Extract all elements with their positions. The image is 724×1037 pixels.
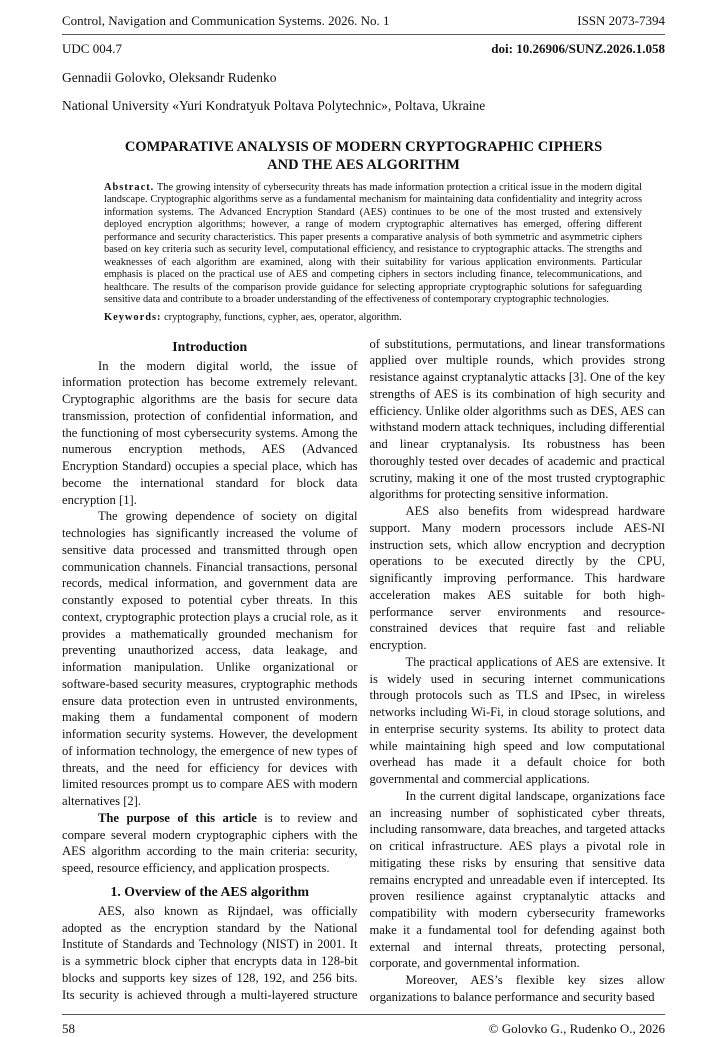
abstract-text: The growing intensity of cybersecurity threats has made information protection a critical issue in the modern digital landscape. Cryptographic algorithms serve as a fundamental mechanism for maintaining data confidentiality and integrity across information systems. The Advanced Encryption Standard (AES) continues to be one of the most trusted and extensively deployed encryption algorithms; however, a range of modern cryptographic alternatives has emerged, offering different performance and security characteristics. This paper presents a comparative analysis of both symmetric and asymmetric ciphers based on key criteria such as security level, computational efficiency, and resistance to cryptographic attacks. The strengths and weaknesses of each algorithm are examined, along with their suitability for various application environments. Particular emphasis is placed on the practical use of AES and competing ciphers in sectors including finance, telecommunications, and healthcare. The results of the comparison provide guidance for selecting appropriate cryptographic solutions for safeguarding sensitive data and contribute to a broader understanding of the effectiveness of contemporary cryptographic technologies.	[104, 182, 642, 306]
abstract-label: Abstract.	[104, 182, 155, 193]
authors: Gennadii Golovko, Oleksandr Rudenko	[62, 70, 277, 85]
abstract	[104, 182, 642, 307]
running-header	[62, 13, 665, 29]
paragraph: In the modern digital world, the issue of information protection has become extremely relevant. Cryptographic algorithms are the basis for secure data transmission, protection of confidential information, and the functioning of most cybersecurity systems. Among the numerous encryption methods, AES (Advanced Encryption Standard) occupies a special place, which has become the international standard for block data encryption [1].	[62, 358, 358, 507]
page-footer	[62, 1021, 665, 1037]
article-meta	[62, 41, 665, 57]
paper-title	[62, 138, 665, 174]
section-1-heading: 1. Overview of the AES algorithm	[110, 883, 309, 899]
paragraph: AES, also known as Rijndael, was officially adopted as the encryption standard by the National Institute of Standards and Technology (NIST) in 2001. It is a symmetric block cipher that encrypts data in 128-bit blocks and supports key sizes of 128, 192, and 256 bits. Its security is achieved through a multi-layered structure of substitutions, permutations, and linear transformations applied over multiple rounds, which provides strong resistance against cryptanalytic attacks [3]. One of the key strengths of AES is its combination of high security and efficiency. Unlike older algorithms such as DES, AES can withstand modern attack techniques, including differential and linear cryptanalysis. Its robustness has been thoroughly tested over decades of academic and practical scrutiny, making it one of the most trusted cryptographic algorithms for protecting sensitive information.	[62, 336, 665, 1002]
affiliation: National University «Yuri Kondratyuk Poltava Polytechnic», Poltava, Ukraine	[62, 98, 486, 113]
paragraph: AES also benefits from widespread hardware support. Many modern processors include AES-NI instruction sets, which allow encryption and decryption operations to be executed directly by the CPU, significantly improving performance. This hardware acceleration makes AES suitable for both high-performance server environments and resource-constrained devices that require fast and reliable encryption.	[369, 504, 665, 653]
introduction-heading: Introduction	[172, 338, 248, 354]
paragraph: The practical applications of AES are extensive. It is widely used in securing internet communications through protocols such as TLS and IPsec, in wireless networks including Wi-Fi, in cloud storage solutions, and in enterprise security systems. Its ability to protect data while maintaining high speed and low computational overhead has made it a default choice for both governmental and commercial applications.	[369, 654, 665, 787]
copyright: © Golovko G., Rudenko O., 2026	[488, 1020, 665, 1036]
udc: UDC 004.7	[62, 41, 122, 56]
header-divider	[62, 34, 665, 35]
title-line-2: AND THE AES ALGORITHM	[267, 157, 460, 173]
page	[62, 0, 665, 1037]
title-line-1: COMPARATIVE ANALYSIS OF MODERN CRYPTOGRAPHIC CIPHERS	[124, 139, 603, 155]
journal-name: Control, Navigation and Communication Systems. 2026. No. 1	[62, 13, 390, 28]
keywords-label: Keywords:	[104, 311, 162, 323]
paragraph: In the current digital landscape, organizations face an increasing number of sophisticated cyber threats, including ransomware, data breaches, and targeted attacks on critical infrastructure. AES plays a pivotal role in mitigating these risks by ensuring that sensitive data remains encrypted and unreadable even if intercepted. Its proven resilience against cryptanalytic attacks and compatibility with modern cybersecurity frameworks make it a fundamental tool for defending against both external and internal threats, protecting personal, corporate, and governmental information.	[369, 788, 665, 971]
purpose-bold: The purpose of this article	[98, 810, 257, 825]
paragraph: Moreover, AES’s flexible key sizes allow organizations to balance performance and security based	[369, 973, 665, 1004]
page-number: 58	[62, 1020, 75, 1036]
paragraph: The growing dependence of society on digital technologies has significantly increased the volume of sensitive data processed and transmitted through open communication channels. Financial transactions, personal records, medical information, and government data are constantly exposed to potential cyber threats. In this context, cryptographic protection plays a crucial role, as it provides a mathematically grounded mechanism for preventing unauthorized access, data leakage, and information manipulation. Unlike organizational or software-based security measures, cryptographic methods ensure data protection even in untrusted environments, making them a fundamental component of modern information security systems. However, the development of information technology, the emergence of new types of threats, and the need for efficiency for devices with limited resources prompt us to compare AES with modern alternatives [2].	[62, 509, 358, 809]
purpose-paragraph	[62, 810, 358, 877]
two-column-body	[62, 336, 665, 1006]
footer-divider	[62, 1014, 665, 1015]
keywords	[104, 311, 642, 324]
purpose-text: is to review and compare several modern cryptographic ciphers with the AES algorithm according to the main criteria: security, speed, resource efficiency, and application prospects.	[62, 810, 358, 876]
doi[interactable]: doi: 10.26906/SUNZ.2026.1.058	[491, 41, 665, 56]
issn: ISSN 2073-7394	[577, 13, 665, 28]
keywords-text: cryptography, functions, cypher, aes, operator, algorithm.	[161, 311, 402, 323]
